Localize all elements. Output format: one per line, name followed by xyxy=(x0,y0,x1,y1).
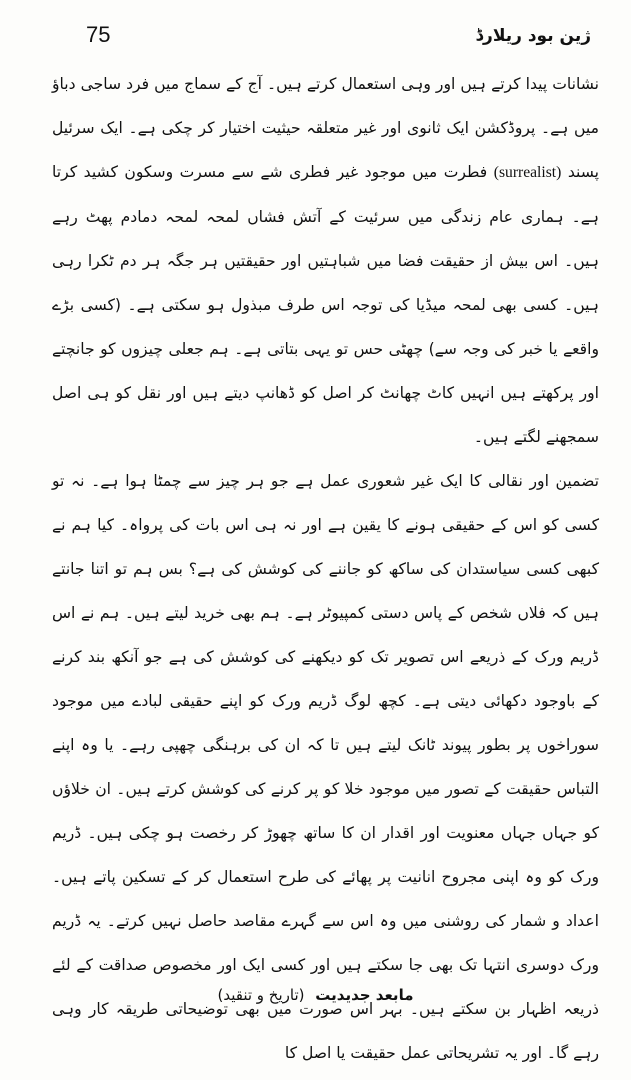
paragraph-1-text-a: نشانات پیدا کرتے ہیں اور وہی استعمال کرتے ہیں۔ آج کے سماج میں فرد ساجی دباؤ میں ہے۔ پروڈکشن ایک ثانوی اور غیر متعلقہ حیثیت اختیار کر چکی ہے۔ ایک سرئیل پسند xyxy=(52,75,599,181)
page-footer xyxy=(0,986,631,1004)
paragraph-1 xyxy=(52,62,599,459)
paragraph-2: تضمین اور نقالی کا ایک غیر شعوری عمل ہے جو ہر چیز سے چمٹا ہوا ہے۔ نہ تو کسی کو اس کے حقیقی ہونے کا یقین ہے اور نہ ہی اس بات کی پرواہ۔ کیا ہم نے کبھی کسی سیاستدان کی ساکھ کو جاننے کی کوشش کی ہے؟ بس ہم تو اتنا جانتے ہیں کہ فلاں شخص کے پاس دستی کمپیوٹر ہے۔ ہم بھی خرید لیتے ہیں۔ ہم نے اس ڈریم ورک کے ذریعے اس تصویر تک کو دیکھنے کی کوشش کی ہے جو آنکھ بند کرنے کے باوجود دکھائی دیتی ہے۔ کچھ لوگ ڈریم ورک کو اپنے حقیقی لبادے میں موجود سوراخوں پر بطور پیوند ٹانک لیتے ہیں تا کہ ان کی برہنگی چھپی رہے۔ یا وہ اپنے التباس حقیقت کے تصور میں موجود خلا کو پر کرنے کی کوشش کرتے ہیں۔ ان خلاؤں کو جہاں جہاں معنویت اور اقدار ان کا ساتھ چھوڑ کر رخصت ہو چکی ہیں۔ ڈریم ورک کو وہ اپنی مجروح انانیت پر پھائے کی طرح استعمال کر کے تسکین پاتے ہیں۔ اعداد و شمار کی روشنی میں وہ اس سے گہرے مقاصد حاصل نہیں کرتے۔ یہ ڈریم ورک دوسری انتہا تک بھی جا سکتے ہیں اور کسی ایک اور مخصوص صداقت کے لئے ذریعہ اظہار بن سکتے ہیں۔ بہر اس صورت میں بھی توضیحاتی طریقہ کار وہی رہے گا۔ اور یہ تشریحاتی عمل حقیقت یا اصل کا xyxy=(52,472,599,1062)
running-title: ژین بود ریلارڈ xyxy=(475,26,591,46)
paragraph-1-text-b: فطرت میں موجود غیر فطری شے سے مسرت وسکون کشید کرتا ہے۔ ہماری عام زندگی میں سرئیت کے آتش فشاں لمحہ لمحہ دمادم پھٹ رہے ہیں۔ اس بیش از حقیقت فضا میں شباہتیں اور حقیقتیں ہر جگہ ہر دم ٹکرا رہی ہیں۔ کسی بھی لمحہ میڈیا کی توجہ اس طرف مبذول ہو سکتی ہے۔ (کسی بڑے واقعے یا خبر کی وجہ سے) چھٹی حس تو یہی بتاتی ہے۔ ہم جعلی چیزوں کو جانچتے اور پرکھتے ہیں انہیں کاٹ چھانٹ کر اصل کو ڈھانپ دیتے ہیں اور نقل کو ہی اصل سمجھنے لگتے ہیں۔ xyxy=(52,163,599,446)
body-text xyxy=(52,62,599,1075)
footer-book-subtitle: (تاریخ و تنقید) xyxy=(217,986,305,1004)
page-number: 75 xyxy=(86,22,111,47)
footer-book-title: مابعد جدیدیت xyxy=(315,986,414,1004)
paragraph-1-latin-term: (surrealist) xyxy=(493,164,562,181)
